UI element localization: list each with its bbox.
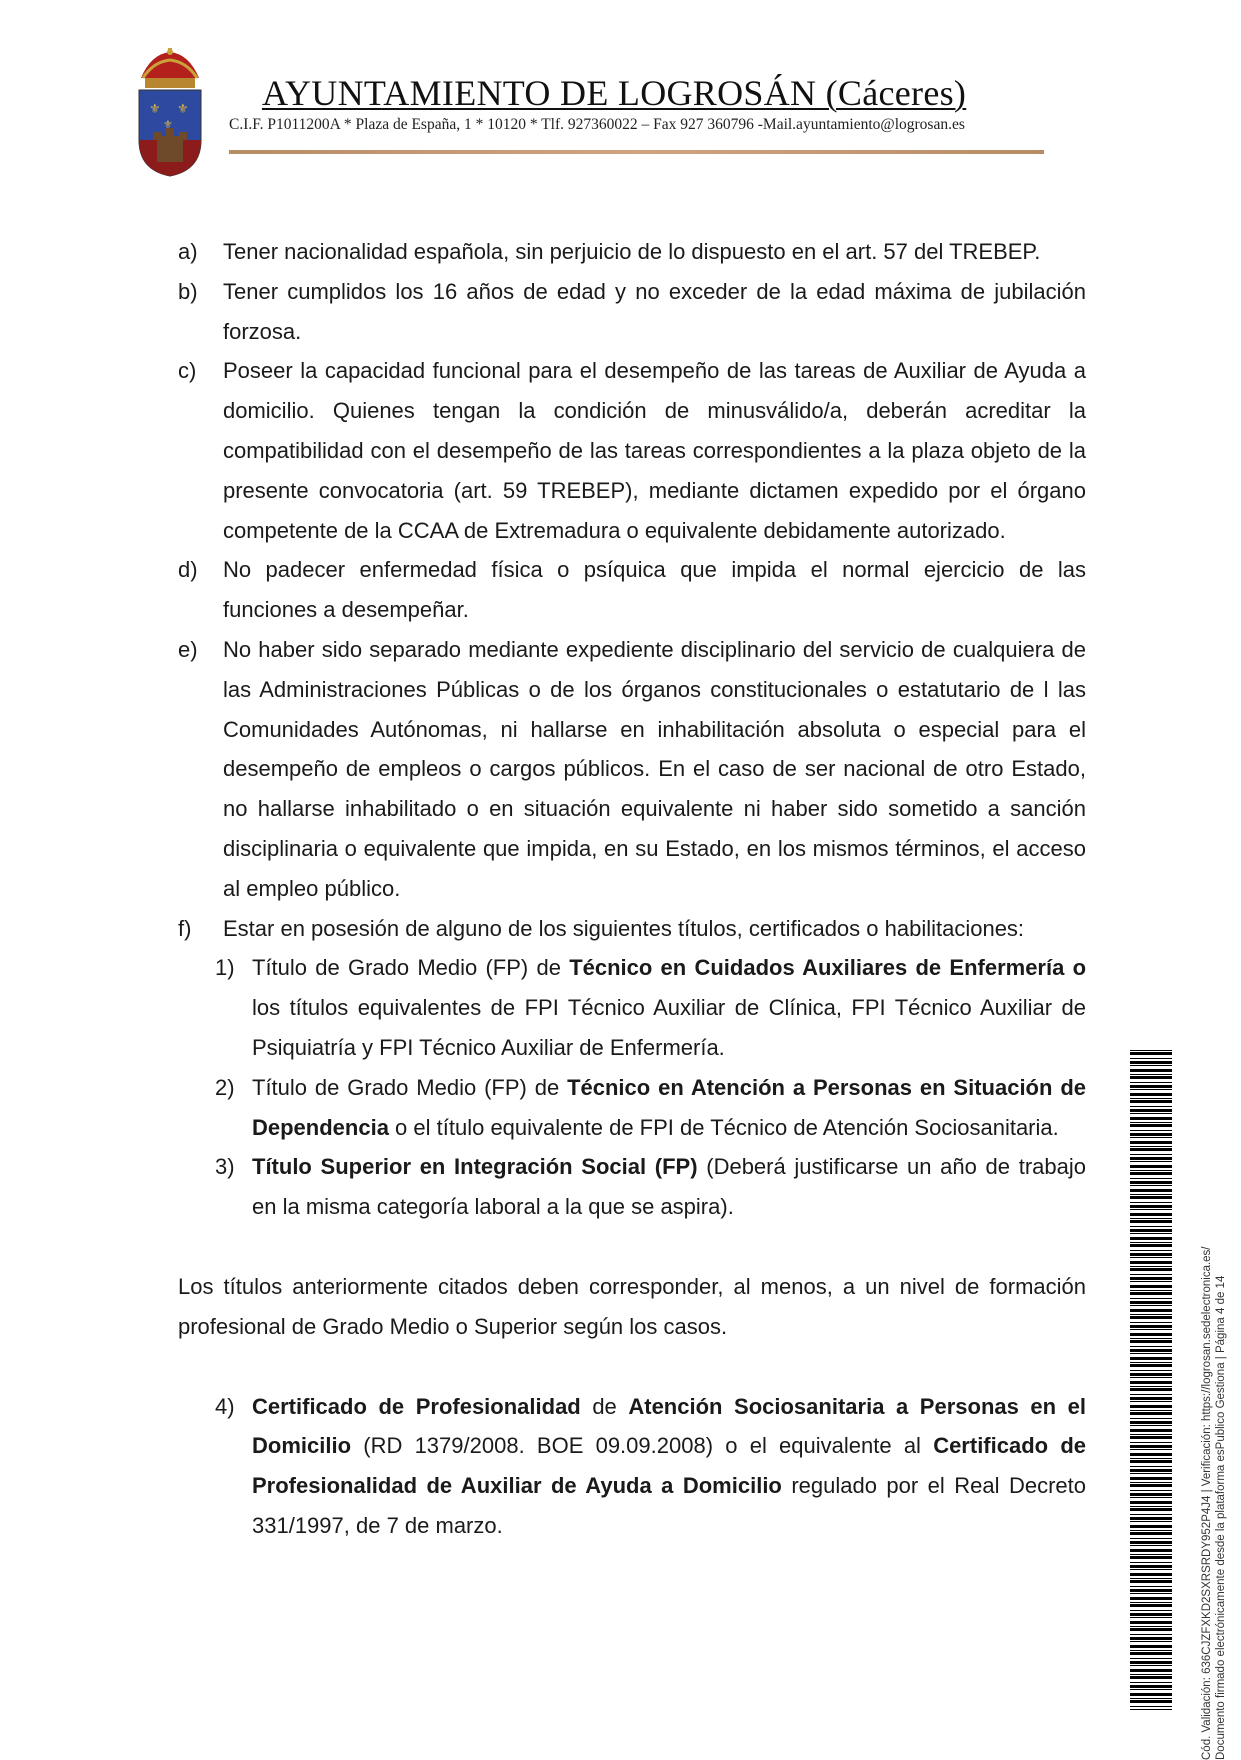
text-run: los títulos equivalentes de FPI Técnico Auxiliar de Clínica, FPI Técnico Auxiliar de Psiquiatría y FPI Técnico Auxiliar de Enfermería. — [252, 995, 1086, 1060]
barcode-bar — [1130, 1314, 1172, 1315]
barcode-bar — [1130, 1141, 1172, 1144]
barcode-bar — [1130, 1418, 1172, 1419]
barcode-bar — [1130, 1065, 1172, 1066]
barcode-bar — [1130, 1362, 1172, 1363]
barcode-bar — [1130, 1154, 1172, 1155]
barcode-bar — [1130, 1541, 1172, 1544]
barcode-bar — [1130, 1682, 1172, 1683]
text-run: o el título equivalente de FPI de Técnico de Atención Sociosanitaria. — [388, 1114, 1059, 1140]
barcode-bar — [1130, 1189, 1172, 1192]
barcode-bar — [1130, 1405, 1172, 1408]
text-run: Título de Grado Medio (FP) de — [252, 955, 570, 981]
document-body — [178, 232, 1086, 1546]
barcode-bar — [1130, 1301, 1172, 1304]
barcode-bar — [1130, 1410, 1172, 1411]
barcode-bar — [1130, 1213, 1172, 1216]
barcode-bar — [1130, 1085, 1172, 1088]
barcode-bar — [1130, 1076, 1172, 1079]
barcode-bar — [1130, 1429, 1172, 1432]
barcode-bar — [1130, 1442, 1172, 1443]
barcode-bar — [1130, 1100, 1172, 1103]
title-item — [215, 1068, 1086, 1148]
barcode-bar — [1130, 1165, 1172, 1168]
barcode-bar — [1130, 1250, 1172, 1251]
barcode-bar — [1130, 1137, 1172, 1138]
list-marker: d) — [178, 557, 198, 583]
validation-line: Documento firmado electrónicamente desde la plataforma esPublico Gestiona | Página 4 de 14 — [1215, 1275, 1227, 1760]
bold-run: Atención Sociosanitaria a Personas en el Domicilio — [252, 1393, 1086, 1459]
barcode-bar — [1130, 1517, 1172, 1520]
barcode-bar — [1130, 1473, 1172, 1474]
barcode-bar — [1130, 1292, 1172, 1295]
barcode-bar — [1130, 1281, 1172, 1282]
barcode-bar — [1130, 1532, 1172, 1535]
list-item-text: Tener nacionalidad española, sin perjuicio de lo dispuesto en el art. 57 del TREBEP. — [223, 239, 1041, 264]
barcode-bar — [1130, 1597, 1172, 1600]
barcode-bar — [1130, 1170, 1172, 1171]
barcode-bar — [1130, 1573, 1172, 1576]
list-marker: f) — [178, 915, 192, 941]
barcode-bar — [1130, 1113, 1172, 1114]
barcode-bar — [1130, 1621, 1172, 1624]
barcode-bar — [1130, 1626, 1172, 1627]
barcode-bar — [1130, 1373, 1172, 1376]
barcode-bar — [1130, 1556, 1172, 1559]
barcode-bar — [1130, 1613, 1172, 1616]
barcode-bar — [1130, 1370, 1172, 1371]
barcode-bar — [1130, 1381, 1172, 1384]
barcode-bar — [1130, 1364, 1172, 1367]
coat-of-arms-logo — [131, 48, 209, 178]
barcode-bar — [1130, 1706, 1172, 1707]
text-run: (Deberá justificarse un año de trabajo en la misma categoría laboral a la que se aspira). — [252, 1154, 1086, 1220]
barcode-bar — [1130, 1146, 1172, 1147]
barcode-bar — [1130, 1082, 1172, 1083]
validation-barcode — [1130, 1050, 1172, 1710]
barcode-bar — [1130, 1172, 1172, 1175]
barcode-bar — [1130, 1194, 1172, 1195]
title-item — [215, 1387, 1086, 1546]
list-item — [178, 272, 1086, 352]
barcode-bar — [1130, 1349, 1172, 1352]
header-divider — [229, 150, 1044, 154]
barcode-bar — [1130, 1157, 1172, 1160]
barcode-bar — [1130, 1493, 1172, 1496]
barcode-bar — [1130, 1578, 1172, 1579]
sublist-marker: 3) — [215, 1154, 235, 1180]
text-run: Título de Grado Medio (FP) de — [252, 1074, 568, 1100]
barcode-bar — [1130, 1693, 1172, 1696]
barcode-bar — [1130, 1580, 1172, 1583]
barcode-bar — [1130, 1482, 1172, 1483]
barcode-bar — [1130, 1530, 1172, 1531]
barcode-bar — [1130, 1316, 1172, 1319]
list-item-text: Estar en posesión de alguno de los siguientes títulos, certificados o habilitaciones: — [223, 915, 1025, 941]
barcode-bar — [1130, 1589, 1172, 1592]
barcode-bar — [1130, 1689, 1172, 1690]
barcode-bar — [1130, 1641, 1172, 1642]
list-item-text: No padecer enfermedad física o psíquica que impida el normal ejercicio de las funciones a desempeñar. — [223, 557, 1086, 623]
barcode-bar — [1130, 1322, 1172, 1323]
barcode-bar — [1130, 1106, 1172, 1107]
barcode-bar — [1130, 1237, 1172, 1240]
barcode-bar — [1130, 1460, 1172, 1463]
svg-text:⚜: ⚜ — [149, 101, 161, 116]
barcode-bar — [1130, 1148, 1172, 1151]
barcode-bar — [1130, 1610, 1172, 1611]
text-run: de — [580, 1393, 629, 1419]
barcode-bar — [1130, 1277, 1172, 1280]
title-item-text — [252, 1387, 1086, 1546]
barcode-bar — [1130, 1514, 1172, 1515]
barcode-bar — [1130, 1309, 1172, 1312]
barcode-bar — [1130, 1130, 1172, 1131]
barcode-bar — [1130, 1538, 1172, 1539]
barcode-bar — [1130, 1650, 1172, 1651]
barcode-bar — [1130, 1357, 1172, 1360]
spacer — [178, 1347, 1086, 1387]
barcode-bar — [1130, 1268, 1172, 1271]
list-marker: c) — [178, 358, 197, 384]
barcode-bar — [1130, 1645, 1172, 1648]
barcode-bar — [1130, 1562, 1172, 1563]
title-item — [215, 948, 1086, 1067]
list-item — [178, 351, 1086, 550]
barcode-bar — [1130, 1501, 1172, 1504]
barcode-bar — [1130, 1161, 1172, 1162]
barcode-bar — [1130, 1506, 1172, 1507]
barcode-bar — [1130, 1220, 1172, 1223]
barcode-bar — [1130, 1305, 1172, 1306]
barcode-bar — [1130, 1340, 1172, 1343]
barcode-bar — [1130, 1058, 1172, 1059]
list-item-text: Poseer la capacidad funcional para el desempeño de las tareas de Auxiliar de Ayuda a domicilio. Quienes tengan la condición de minusválido/a, deberán acreditar la compatibilidad con el desempeño de las tareas correspondientes a la plaza objeto de la presente convocatoria (art. 59 TREBEP), mediante dictamen expedido por el órgano competente de la CCAA de Extremadura o equivalente debidamente autorizado. — [223, 358, 1086, 543]
barcode-bar — [1130, 1569, 1172, 1570]
barcode-bar — [1130, 1658, 1172, 1659]
list-item — [178, 909, 1086, 949]
text-run: (RD 1379/2008. BOE 09.09.2008) o el equivalente al — [351, 1433, 934, 1459]
barcode-bar — [1130, 1709, 1172, 1710]
title-item-text — [252, 948, 1086, 1067]
barcode-bar — [1130, 1185, 1172, 1186]
barcode-bar — [1130, 1202, 1172, 1203]
barcode-bar — [1130, 1521, 1172, 1522]
barcode-bar — [1130, 1377, 1172, 1378]
barcode-bar — [1130, 1069, 1172, 1072]
barcode-bar — [1130, 1285, 1172, 1288]
list-item — [178, 550, 1086, 630]
barcode-bar — [1130, 1674, 1172, 1675]
barcode-bar — [1130, 1685, 1172, 1688]
body-paragraph: Los títulos anteriormente citados deben corresponder, al menos, a un nivel de formación profesional de Grado Medio o Superior según los casos. — [178, 1273, 1086, 1339]
barcode-bar — [1130, 1698, 1172, 1699]
svg-text:⚜: ⚜ — [163, 119, 173, 131]
list-item-text: Tener cumplidos los 16 años de edad y no exceder de la edad máxima de jubilación forzosa. — [223, 278, 1086, 344]
barcode-bar — [1130, 1425, 1172, 1426]
barcode-bar — [1130, 1122, 1172, 1123]
barcode-bar — [1130, 1244, 1172, 1247]
barcode-bar — [1130, 1093, 1172, 1096]
bold-run: Certificado de Profesionalidad — [252, 1393, 581, 1419]
barcode-bar — [1130, 1346, 1172, 1347]
barcode-bar — [1130, 1196, 1172, 1199]
barcode-bar — [1130, 1329, 1172, 1330]
sublist-marker: 4) — [215, 1393, 235, 1419]
title-item-text — [252, 1147, 1086, 1227]
barcode-bar — [1130, 1586, 1172, 1587]
barcode-bar — [1130, 1525, 1172, 1528]
barcode-bar — [1130, 1338, 1172, 1339]
barcode-bar — [1130, 1617, 1172, 1618]
bold-run: Certificado de Profesionalidad de Auxiliar de Ayuda a Domicilio — [252, 1433, 1086, 1499]
list-marker: e) — [178, 636, 198, 662]
barcode-bar — [1130, 1652, 1172, 1655]
barcode-bar — [1130, 1388, 1172, 1391]
barcode-bar — [1130, 1549, 1172, 1552]
barcode-bar — [1130, 1205, 1172, 1208]
barcode-bar — [1130, 1178, 1172, 1179]
barcode-bar — [1130, 1353, 1172, 1354]
barcode-bar — [1130, 1604, 1172, 1607]
bold-run: Título Superior en Integración Social (FP) — [252, 1154, 698, 1180]
validation-text — [1200, 1060, 1228, 1760]
barcode-bar — [1130, 1453, 1172, 1456]
barcode-bar — [1130, 1628, 1172, 1631]
barcode-bar — [1130, 1386, 1172, 1387]
barcode-bar — [1130, 1133, 1172, 1136]
contact-line: C.I.F. P1011200A * Plaza de España, 1 * 10120 * Tlf. 927360022 – Fax 927 360796 -Mail.ayuntamiento@logrosan.es — [229, 116, 965, 133]
barcode-bar — [1130, 1466, 1172, 1467]
barcode-bar — [1130, 1233, 1172, 1234]
barcode-bar — [1130, 1253, 1172, 1256]
barcode-bar — [1130, 1274, 1172, 1275]
barcode-bar — [1130, 1490, 1172, 1491]
barcode-bar — [1130, 1565, 1172, 1568]
barcode-bar — [1130, 1434, 1172, 1435]
barcode-bar — [1130, 1394, 1172, 1395]
barcode-bar — [1130, 1484, 1172, 1487]
barcode-bar — [1130, 1124, 1172, 1127]
barcode-bar — [1130, 1458, 1172, 1459]
barcode-bar — [1130, 1181, 1172, 1184]
barcode-bar — [1130, 1050, 1172, 1051]
barcode-bar — [1130, 1089, 1172, 1090]
barcode-bar — [1130, 1700, 1172, 1703]
barcode-bar — [1130, 1397, 1172, 1400]
barcode-bar — [1130, 1325, 1172, 1328]
barcode-bar — [1130, 1061, 1172, 1064]
barcode-bar — [1130, 1401, 1172, 1402]
barcode-bar — [1130, 1229, 1172, 1232]
barcode-bar — [1130, 1508, 1172, 1511]
barcode-bar — [1130, 1634, 1172, 1635]
barcode-bar — [1130, 1554, 1172, 1555]
barcode-bar — [1130, 1209, 1172, 1210]
svg-text:⚜: ⚜ — [177, 101, 189, 116]
barcode-bar — [1130, 1637, 1172, 1640]
barcode-bar — [1130, 1676, 1172, 1679]
list-item — [178, 232, 1086, 272]
barcode-bar — [1130, 1074, 1172, 1075]
barcode-bar — [1130, 1421, 1172, 1424]
barcode-bar — [1130, 1052, 1172, 1055]
barcode-bar — [1130, 1098, 1172, 1099]
list-item — [178, 630, 1086, 909]
barcode-bar — [1130, 1242, 1172, 1243]
validation-line: Cód. Validación: 636CJZFXKD2SXRSRDY952P4J4 | Verificación: https://logrosan.sedelectronica.es/ — [1201, 1246, 1213, 1760]
barcode-bar — [1130, 1298, 1172, 1299]
barcode-bar — [1130, 1117, 1172, 1120]
barcode-bar — [1130, 1445, 1172, 1448]
bold-run: Técnico en Atención a Personas en Situación de Dependencia — [252, 1074, 1086, 1140]
title-item — [215, 1147, 1086, 1227]
barcode-bar — [1130, 1593, 1172, 1594]
barcode-bar — [1130, 1436, 1172, 1439]
sublist-marker: 1) — [215, 955, 235, 981]
barcode-bar — [1130, 1477, 1172, 1480]
barcode-bar — [1130, 1226, 1172, 1227]
barcode-bar — [1130, 1333, 1172, 1336]
barcode-bar — [1130, 1469, 1172, 1472]
page-title: AYUNTAMIENTO DE LOGROSÁN (Cáceres) — [262, 73, 967, 113]
list-marker: b) — [178, 278, 198, 304]
list-marker: a) — [178, 239, 198, 264]
barcode-bar — [1130, 1218, 1172, 1219]
barcode-bar — [1130, 1602, 1172, 1603]
text-run: regulado por el Real Decreto 331/1997, de 7 de marzo. — [252, 1473, 1087, 1538]
spacer — [178, 1227, 1086, 1267]
barcode-bar — [1130, 1661, 1172, 1664]
title-item-text — [252, 1068, 1086, 1148]
barcode-bar — [1130, 1497, 1172, 1498]
barcode-bar — [1130, 1669, 1172, 1672]
list-item-text: No haber sido separado mediante expediente disciplinario del servicio de cualquiera de las Administraciones Públicas o de los órganos constitucionales o estatutario de l las Comunidades Autónomas, ni hallarse en inhabilitación absoluta o especial para el desempeño de empleos o cargos públicos. En el caso de ser nacional de otro Estado, no hallarse inhabilitado o en situación equivalente ni haber sido sometido a sanción disciplinaria o equivalente que impida, en su Estado, en los mismos términos, el acceso al empleo público. — [223, 636, 1086, 901]
barcode-bar — [1130, 1261, 1172, 1264]
barcode-bar — [1130, 1109, 1172, 1112]
barcode-bar — [1130, 1449, 1172, 1450]
barcode-bar — [1130, 1266, 1172, 1267]
barcode-bar — [1130, 1545, 1172, 1546]
bold-run: Técnico en Cuidados Auxiliares de Enfermería o — [569, 955, 1087, 981]
sublist-marker: 2) — [215, 1074, 235, 1100]
barcode-bar — [1130, 1257, 1172, 1258]
barcode-bar — [1130, 1412, 1172, 1415]
barcode-bar — [1130, 1665, 1172, 1666]
barcode-bar — [1130, 1290, 1172, 1291]
